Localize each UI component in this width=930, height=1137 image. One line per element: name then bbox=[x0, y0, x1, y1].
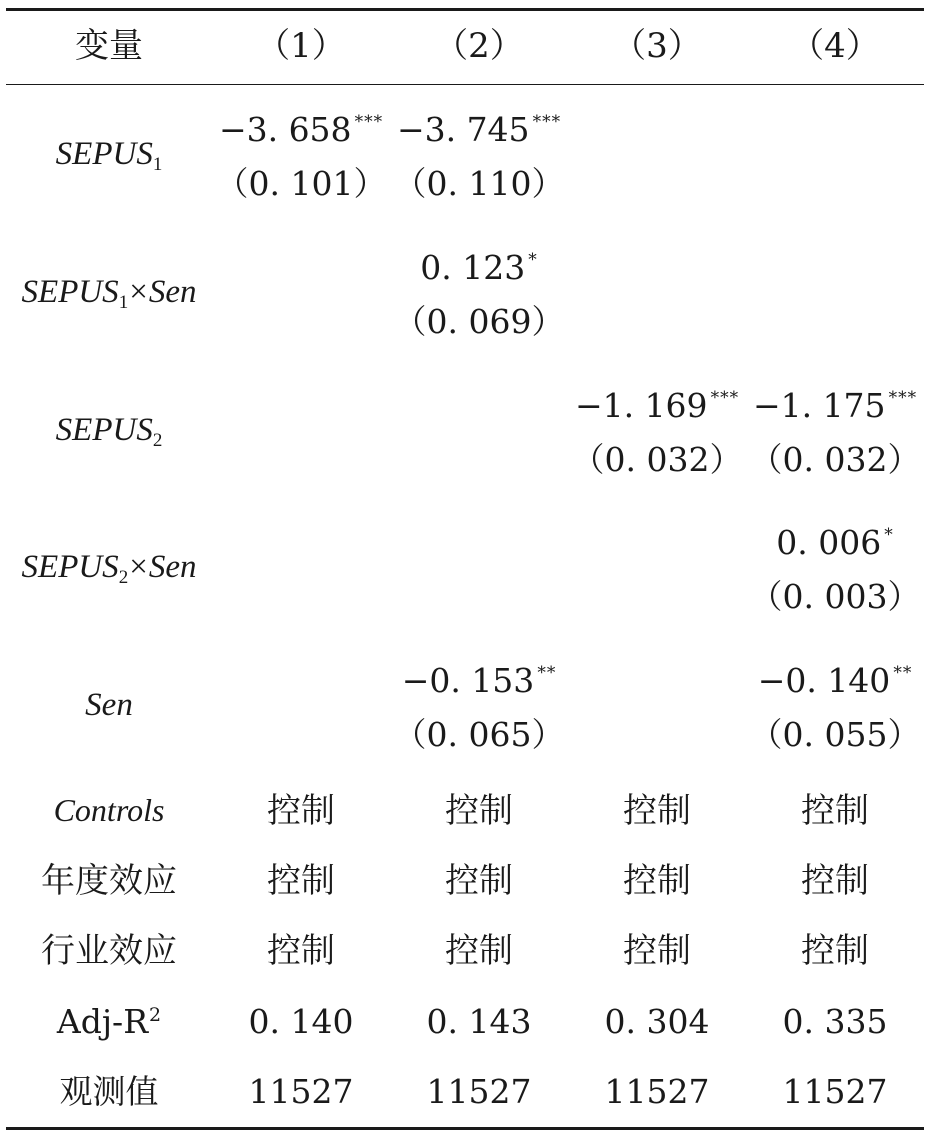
table-bottom-rule bbox=[6, 1127, 924, 1130]
coefficient-value: 0. 006 bbox=[776, 523, 882, 562]
standard-error: （0. 032） bbox=[749, 440, 921, 479]
standard-error: （0. 101） bbox=[215, 164, 387, 203]
control-value: 控制 bbox=[267, 791, 335, 831]
stat-value: 0. 304 bbox=[604, 1002, 710, 1041]
significance-stars: *** bbox=[888, 388, 918, 408]
variable-interaction-term: Sen bbox=[148, 549, 197, 585]
significance-stars: *** bbox=[532, 112, 562, 132]
variable-subscript: 2 bbox=[152, 430, 163, 451]
variable-subscript: 1 bbox=[118, 292, 129, 313]
stat-label bbox=[6, 1002, 212, 1041]
variable-name: SEPUS bbox=[55, 136, 153, 172]
coefficient-value: −3. 745 bbox=[396, 110, 530, 149]
stat-name: 观测值 bbox=[59, 1072, 159, 1111]
standard-error: （0. 032） bbox=[571, 440, 743, 479]
coefficient-cell bbox=[390, 248, 568, 287]
standard-error: （0. 069） bbox=[393, 302, 565, 341]
coefficient-value: 0. 123 bbox=[420, 248, 526, 287]
coefficient-value: −1. 175 bbox=[752, 386, 886, 425]
variable-label bbox=[6, 689, 212, 722]
variable-interaction-term: Sen bbox=[148, 274, 197, 310]
table-header-rule bbox=[6, 84, 924, 85]
coefficient-cell bbox=[746, 661, 924, 700]
stat-value: 0. 140 bbox=[248, 1002, 354, 1041]
stat-value: 0. 143 bbox=[426, 1002, 532, 1041]
variable-label bbox=[6, 136, 212, 175]
stat-value: 11527 bbox=[248, 1072, 354, 1111]
stat-name: Adj-R bbox=[56, 1002, 149, 1041]
control-value: 控制 bbox=[445, 791, 513, 831]
stat-value: 11527 bbox=[426, 1072, 532, 1111]
significance-stars: * bbox=[884, 525, 894, 545]
coefficient-value: −3. 658 bbox=[218, 110, 352, 149]
standard-error: （0. 110） bbox=[393, 164, 565, 203]
control-value: 控制 bbox=[267, 861, 335, 901]
stat-value: 11527 bbox=[604, 1072, 710, 1111]
header-model-2: （2） bbox=[434, 26, 524, 66]
coefficient-value: −0. 140 bbox=[757, 661, 891, 700]
variable-name: SEPUS bbox=[21, 549, 119, 585]
control-value: 控制 bbox=[623, 931, 691, 971]
header-model-1: （1） bbox=[256, 26, 346, 66]
significance-stars: *** bbox=[354, 112, 384, 132]
stat-value: 0. 335 bbox=[782, 1002, 888, 1041]
control-value: 控制 bbox=[623, 791, 691, 831]
control-value: 控制 bbox=[801, 791, 869, 831]
variable-label bbox=[6, 274, 212, 313]
control-value: 控制 bbox=[801, 861, 869, 901]
variable-name: SEPUS bbox=[21, 274, 119, 310]
stat-value: 11527 bbox=[782, 1072, 888, 1111]
interaction-symbol: × bbox=[129, 549, 148, 585]
coefficient-cell bbox=[390, 661, 568, 700]
coefficient-cell bbox=[746, 523, 924, 562]
significance-stars: ** bbox=[537, 663, 557, 683]
significance-stars: *** bbox=[710, 388, 740, 408]
coefficient-cell bbox=[390, 110, 568, 149]
significance-stars: ** bbox=[893, 663, 913, 683]
header-model-3: （3） bbox=[612, 26, 702, 66]
stat-label bbox=[6, 1072, 212, 1111]
standard-error: （0. 055） bbox=[749, 715, 921, 754]
control-value: 控制 bbox=[445, 861, 513, 901]
control-value: 控制 bbox=[623, 861, 691, 901]
variable-name: Sen bbox=[85, 687, 133, 723]
coefficient-cell bbox=[568, 386, 746, 425]
variable-label bbox=[6, 549, 212, 588]
control-label: Controls bbox=[53, 792, 165, 828]
table-top-rule bbox=[6, 8, 924, 11]
variable-subscript: 1 bbox=[152, 154, 163, 175]
standard-error: （0. 003） bbox=[749, 577, 921, 616]
coefficient-value: −0. 153 bbox=[401, 661, 535, 700]
significance-stars: * bbox=[528, 250, 538, 270]
coefficient-cell bbox=[746, 386, 924, 425]
control-value: 控制 bbox=[267, 931, 335, 971]
variable-name: SEPUS bbox=[55, 412, 153, 448]
stat-superscript: 2 bbox=[149, 1004, 162, 1026]
variable-subscript: 2 bbox=[118, 567, 129, 588]
coefficient-value: −1. 169 bbox=[574, 386, 708, 425]
coefficient-cell bbox=[212, 110, 390, 149]
standard-error: （0. 065） bbox=[393, 715, 565, 754]
control-label: 年度效应 bbox=[41, 861, 177, 901]
interaction-symbol: × bbox=[129, 274, 148, 310]
control-value: 控制 bbox=[801, 931, 869, 971]
control-value: 控制 bbox=[445, 931, 513, 971]
variable-label bbox=[6, 412, 212, 451]
header-variable: 变量 bbox=[75, 26, 143, 66]
control-label: 行业效应 bbox=[41, 931, 177, 971]
header-model-4: （4） bbox=[790, 26, 880, 66]
